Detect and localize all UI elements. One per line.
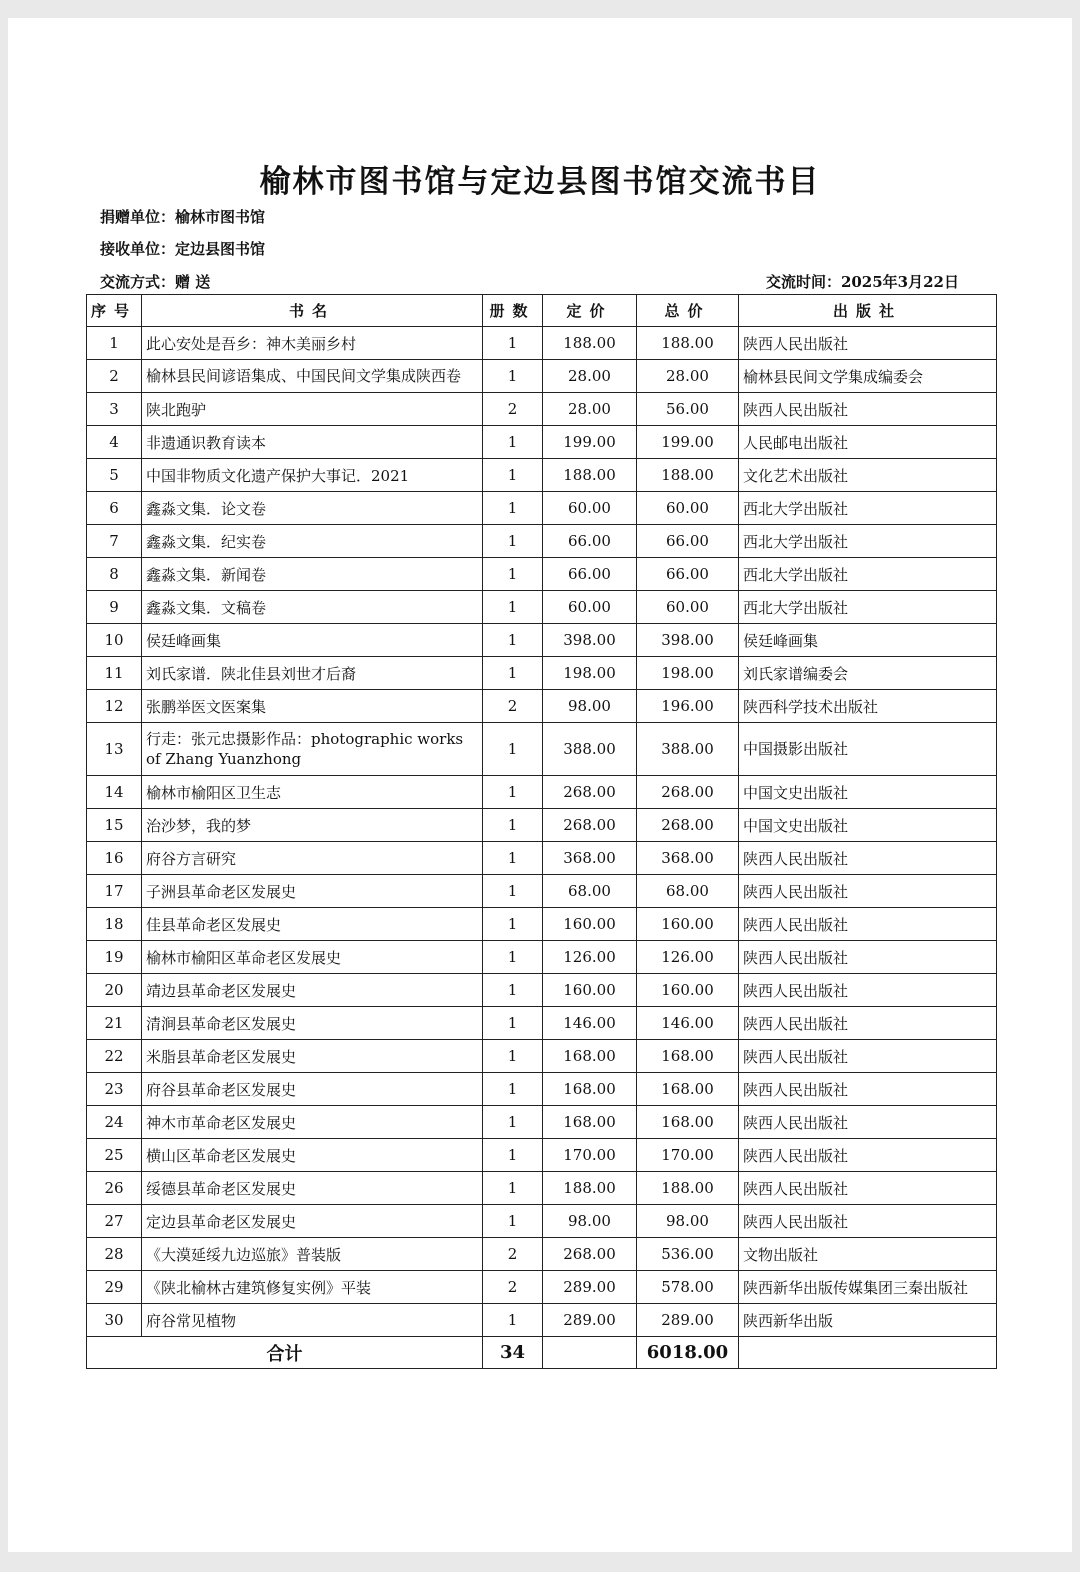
page-title: 榆林市图书馆与定边县图书馆交流书目	[259, 164, 821, 200]
header-index: 序号	[87, 295, 142, 327]
publisher: 侯廷峰画集	[739, 624, 997, 657]
total-price: 60.00	[637, 492, 739, 525]
book-title: 鑫淼文集．纪实卷	[142, 525, 483, 558]
unit-price: 388.00	[543, 723, 637, 776]
table-row	[87, 1271, 997, 1304]
table-row	[87, 327, 997, 360]
copy-count: 1	[483, 1139, 543, 1172]
table-row	[87, 842, 997, 875]
unit-price: 168.00	[543, 1040, 637, 1073]
publisher: 陕西人民出版社	[739, 327, 997, 360]
book-title: 行走：张元忠摄影作品：photographic works of Zhang Yuanzhong	[142, 723, 483, 776]
book-title: 张鹏举医文医案集	[142, 690, 483, 723]
copy-count: 1	[483, 723, 543, 776]
row-index: 17	[87, 875, 142, 908]
unit-price: 68.00	[543, 875, 637, 908]
header-total: 总价	[637, 295, 739, 327]
total-empty-cell	[543, 1337, 637, 1369]
book-title: 子洲县革命老区发展史	[142, 875, 483, 908]
row-index: 23	[87, 1073, 142, 1106]
copy-count: 1	[483, 426, 543, 459]
row-index: 18	[87, 908, 142, 941]
copy-count: 1	[483, 525, 543, 558]
total-count: 34	[483, 1337, 543, 1369]
total-price: 28.00	[637, 360, 739, 393]
row-index: 10	[87, 624, 142, 657]
publisher: 陕西新华出版传媒集团三秦出版社	[739, 1271, 997, 1304]
total-price: 66.00	[637, 525, 739, 558]
publisher: 陕西人民出版社	[739, 1040, 997, 1073]
publisher: 中国文史出版社	[739, 809, 997, 842]
total-price: 56.00	[637, 393, 739, 426]
row-index: 16	[87, 842, 142, 875]
table-row	[87, 1040, 997, 1073]
book-title: 米脂县革命老区发展史	[142, 1040, 483, 1073]
table-row	[87, 1106, 997, 1139]
exchange-date: 交流时间：2025年3月22日	[765, 273, 959, 291]
table-row	[87, 426, 997, 459]
method-line: 交流方式：赠 送	[100, 273, 211, 291]
row-index: 21	[87, 1007, 142, 1040]
total-price: 170.00	[637, 1139, 739, 1172]
row-index: 28	[87, 1238, 142, 1271]
book-title: 绥德县革命老区发展史	[142, 1172, 483, 1205]
book-title: 刘氏家谱．陕北佳县刘世才后裔	[142, 657, 483, 690]
row-index: 29	[87, 1271, 142, 1304]
total-price: 168.00	[637, 1073, 739, 1106]
total-price: 196.00	[637, 690, 739, 723]
publisher: 中国摄影出版社	[739, 723, 997, 776]
total-price: 66.00	[637, 558, 739, 591]
publisher: 陕西人民出版社	[739, 1007, 997, 1040]
total-price: 388.00	[637, 723, 739, 776]
unit-price: 199.00	[543, 426, 637, 459]
total-row	[87, 1337, 997, 1369]
row-index: 14	[87, 776, 142, 809]
total-price: 268.00	[637, 809, 739, 842]
copy-count: 1	[483, 842, 543, 875]
table-row	[87, 1205, 997, 1238]
publisher: 陕西人民出版社	[739, 1205, 997, 1238]
table-row	[87, 591, 997, 624]
book-title: 府谷方言研究	[142, 842, 483, 875]
unit-price: 98.00	[543, 1205, 637, 1238]
total-price: 536.00	[637, 1238, 739, 1271]
table-row	[87, 1073, 997, 1106]
table-row	[87, 723, 997, 776]
row-index: 27	[87, 1205, 142, 1238]
row-index: 12	[87, 690, 142, 723]
unit-price: 168.00	[543, 1106, 637, 1139]
table-row	[87, 941, 997, 974]
copy-count: 1	[483, 492, 543, 525]
total-price: 126.00	[637, 941, 739, 974]
unit-price: 160.00	[543, 974, 637, 1007]
row-index: 3	[87, 393, 142, 426]
publisher: 陕西人民出版社	[739, 842, 997, 875]
publisher: 陕西人民出版社	[739, 941, 997, 974]
total-price: 188.00	[637, 1172, 739, 1205]
total-price: 60.00	[637, 591, 739, 624]
total-price: 368.00	[637, 842, 739, 875]
total-price: 199.00	[637, 426, 739, 459]
header-price: 定价	[543, 295, 637, 327]
publisher: 陕西科学技术出版社	[739, 690, 997, 723]
book-title: 鑫淼文集．文稿卷	[142, 591, 483, 624]
book-title: 榆林县民间谚语集成、中国民间文学集成陕西卷	[142, 360, 483, 393]
row-index: 15	[87, 809, 142, 842]
receiver-line: 接收单位：定边县图书馆	[100, 240, 266, 258]
book-title: 神木市革命老区发展史	[142, 1106, 483, 1139]
unit-price: 60.00	[543, 591, 637, 624]
copy-count: 1	[483, 908, 543, 941]
table-row	[87, 1304, 997, 1337]
book-title: 横山区革命老区发展史	[142, 1139, 483, 1172]
total-price: 146.00	[637, 1007, 739, 1040]
publisher: 陕西人民出版社	[739, 1073, 997, 1106]
row-index: 9	[87, 591, 142, 624]
copy-count: 1	[483, 1007, 543, 1040]
table-row	[87, 393, 997, 426]
total-price: 98.00	[637, 1205, 739, 1238]
row-index: 1	[87, 327, 142, 360]
copy-count: 1	[483, 591, 543, 624]
table-row	[87, 974, 997, 1007]
book-title: 《陕北榆林古建筑修复实例》平装	[142, 1271, 483, 1304]
total-price: 578.00	[637, 1271, 739, 1304]
copy-count: 1	[483, 1172, 543, 1205]
copy-count: 2	[483, 1271, 543, 1304]
unit-price: 28.00	[543, 393, 637, 426]
unit-price: 268.00	[543, 809, 637, 842]
copy-count: 1	[483, 809, 543, 842]
book-title: 清涧县革命老区发展史	[142, 1007, 483, 1040]
unit-price: 66.00	[543, 525, 637, 558]
copy-count: 1	[483, 327, 543, 360]
book-title: 《大漠延绥九边巡旅》普装版	[142, 1238, 483, 1271]
book-title: 侯廷峰画集	[142, 624, 483, 657]
publisher: 陕西新华出版	[739, 1304, 997, 1337]
publisher: 西北大学出版社	[739, 558, 997, 591]
copy-count: 1	[483, 459, 543, 492]
book-title: 佳县革命老区发展史	[142, 908, 483, 941]
publisher: 陕西人民出版社	[739, 1172, 997, 1205]
copy-count: 1	[483, 776, 543, 809]
publisher: 中国文史出版社	[739, 776, 997, 809]
unit-price: 126.00	[543, 941, 637, 974]
book-title: 府谷县革命老区发展史	[142, 1073, 483, 1106]
book-title: 鑫淼文集．新闻卷	[142, 558, 483, 591]
publisher: 陕西人民出版社	[739, 393, 997, 426]
total-price: 160.00	[637, 908, 739, 941]
row-index: 7	[87, 525, 142, 558]
total-price: 168.00	[637, 1106, 739, 1139]
publisher: 西北大学出版社	[739, 525, 997, 558]
unit-price: 146.00	[543, 1007, 637, 1040]
copy-count: 1	[483, 1106, 543, 1139]
book-title: 鑫淼文集．论文卷	[142, 492, 483, 525]
row-index: 6	[87, 492, 142, 525]
book-title: 靖边县革命老区发展史	[142, 974, 483, 1007]
total-price: 160.00	[637, 974, 739, 1007]
copy-count: 1	[483, 657, 543, 690]
book-list-table	[86, 294, 997, 1369]
copy-count: 1	[483, 1205, 543, 1238]
table-row	[87, 1139, 997, 1172]
book-title: 定边县革命老区发展史	[142, 1205, 483, 1238]
row-index: 19	[87, 941, 142, 974]
donor-line: 捐赠单位：榆林市图书馆	[100, 208, 266, 226]
unit-price: 398.00	[543, 624, 637, 657]
total-price: 188.00	[637, 459, 739, 492]
header-publisher: 出版社	[739, 295, 997, 327]
row-index: 22	[87, 1040, 142, 1073]
table-header-row	[87, 295, 997, 327]
copy-count: 1	[483, 875, 543, 908]
unit-price: 66.00	[543, 558, 637, 591]
total-sum: 6018.00	[637, 1337, 739, 1369]
copy-count: 2	[483, 393, 543, 426]
unit-price: 289.00	[543, 1271, 637, 1304]
table-row	[87, 690, 997, 723]
unit-price: 168.00	[543, 1073, 637, 1106]
table-row	[87, 558, 997, 591]
header-count: 册数	[483, 295, 543, 327]
unit-price: 188.00	[543, 459, 637, 492]
table-row	[87, 492, 997, 525]
unit-price: 28.00	[543, 360, 637, 393]
total-label: 合计	[87, 1337, 483, 1369]
header-title: 书名	[142, 295, 483, 327]
publisher: 陕西人民出版社	[739, 974, 997, 1007]
table-row	[87, 875, 997, 908]
publisher: 西北大学出版社	[739, 591, 997, 624]
unit-price: 170.00	[543, 1139, 637, 1172]
unit-price: 198.00	[543, 657, 637, 690]
total-price: 289.00	[637, 1304, 739, 1337]
total-price: 398.00	[637, 624, 739, 657]
row-index: 11	[87, 657, 142, 690]
unit-price: 188.00	[543, 1172, 637, 1205]
row-index: 5	[87, 459, 142, 492]
table-row	[87, 360, 997, 393]
total-price: 168.00	[637, 1040, 739, 1073]
table-row	[87, 525, 997, 558]
total-price: 198.00	[637, 657, 739, 690]
publisher: 文化艺术出版社	[739, 459, 997, 492]
copy-count: 1	[483, 1040, 543, 1073]
book-title: 治沙梦，我的梦	[142, 809, 483, 842]
row-index: 24	[87, 1106, 142, 1139]
unit-price: 160.00	[543, 908, 637, 941]
copy-count: 1	[483, 360, 543, 393]
row-index: 13	[87, 723, 142, 776]
copy-count: 1	[483, 1073, 543, 1106]
copy-count: 2	[483, 690, 543, 723]
book-title: 陕北跑驴	[142, 393, 483, 426]
row-index: 4	[87, 426, 142, 459]
row-index: 30	[87, 1304, 142, 1337]
document-page	[8, 18, 1072, 1552]
copy-count: 1	[483, 974, 543, 1007]
publisher: 西北大学出版社	[739, 492, 997, 525]
table-row	[87, 657, 997, 690]
publisher: 陕西人民出版社	[739, 908, 997, 941]
unit-price: 98.00	[543, 690, 637, 723]
unit-price: 188.00	[543, 327, 637, 360]
book-title: 府谷常见植物	[142, 1304, 483, 1337]
unit-price: 60.00	[543, 492, 637, 525]
row-index: 2	[87, 360, 142, 393]
unit-price: 289.00	[543, 1304, 637, 1337]
copy-count: 1	[483, 941, 543, 974]
total-price: 68.00	[637, 875, 739, 908]
table-row	[87, 809, 997, 842]
row-index: 25	[87, 1139, 142, 1172]
table-row	[87, 1238, 997, 1271]
table-row	[87, 1007, 997, 1040]
copy-count: 2	[483, 1238, 543, 1271]
unit-price: 268.00	[543, 1238, 637, 1271]
publisher: 陕西人民出版社	[739, 1106, 997, 1139]
total-empty-cell	[739, 1337, 997, 1369]
publisher: 陕西人民出版社	[739, 875, 997, 908]
publisher: 文物出版社	[739, 1238, 997, 1271]
table-row	[87, 1172, 997, 1205]
table-row	[87, 459, 997, 492]
copy-count: 1	[483, 558, 543, 591]
book-title: 非遗通识教育读本	[142, 426, 483, 459]
unit-price: 368.00	[543, 842, 637, 875]
total-price: 268.00	[637, 776, 739, 809]
book-title: 榆林市榆阳区卫生志	[142, 776, 483, 809]
publisher: 刘氏家谱编委会	[739, 657, 997, 690]
table-row	[87, 776, 997, 809]
row-index: 8	[87, 558, 142, 591]
table-row	[87, 624, 997, 657]
total-price: 188.00	[637, 327, 739, 360]
table-row	[87, 908, 997, 941]
publisher: 陕西人民出版社	[739, 1139, 997, 1172]
publisher: 人民邮电出版社	[739, 426, 997, 459]
copy-count: 1	[483, 1304, 543, 1337]
copy-count: 1	[483, 624, 543, 657]
unit-price: 268.00	[543, 776, 637, 809]
row-index: 20	[87, 974, 142, 1007]
book-title: 此心安处是吾乡：神木美丽乡村	[142, 327, 483, 360]
book-title: 榆林市榆阳区革命老区发展史	[142, 941, 483, 974]
book-title: 中国非物质文化遗产保护大事记．2021	[142, 459, 483, 492]
publisher: 榆林县民间文学集成编委会	[739, 360, 997, 393]
row-index: 26	[87, 1172, 142, 1205]
